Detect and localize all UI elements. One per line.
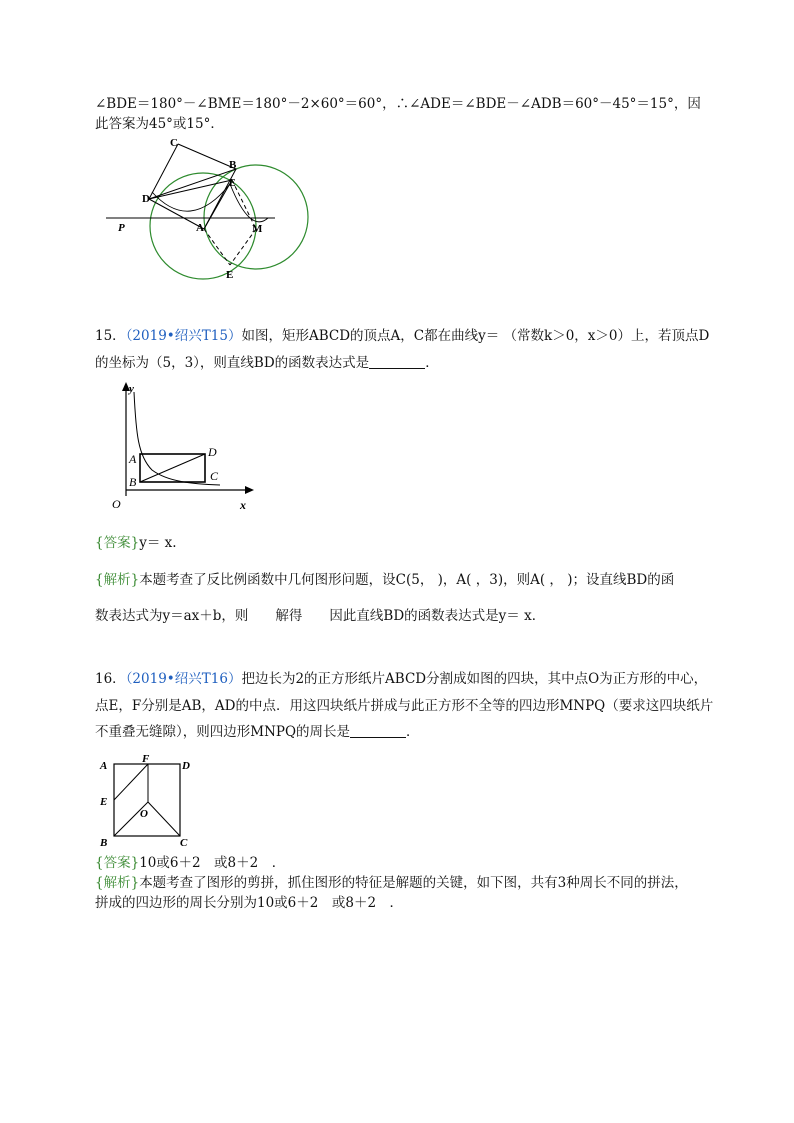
- q15-number: 15．: [95, 328, 126, 344]
- label-b: B: [229, 159, 237, 171]
- q15-line-2: [95, 353, 715, 373]
- label-p: P: [118, 222, 125, 234]
- q16-text-3-end: ．: [406, 724, 420, 740]
- dashed-ae2: [204, 229, 230, 265]
- segment-oc: [148, 802, 180, 836]
- label-o: O: [140, 808, 148, 820]
- q16-line-3: [95, 722, 715, 742]
- label-d: D: [182, 760, 190, 772]
- q15-answer-blank: [369, 354, 425, 369]
- q16-text-1: 把边长为2的正方形纸片ABCD分割成如图的四块，其中点O为正方形的中心，: [241, 671, 708, 687]
- q16-text-3: 不重叠无缝隙），则四边形MNPQ的周长是: [95, 724, 351, 740]
- q16-analysis-1: 本题考查了图形的剪拼，抓住图形的特征是解题的关键，如下图，共有3种周长不同的拼法，: [139, 875, 688, 891]
- label-y: y: [129, 383, 134, 395]
- label-b: B: [129, 475, 137, 489]
- label-m: M: [252, 223, 263, 235]
- label-c: C: [170, 137, 178, 149]
- label-a: A: [129, 452, 137, 466]
- q15-analysis-1: 本题考查了反比例函数中几何图形问题，设C(5， )，A( ，3)，则A( ， )；设直线BD的函: [139, 572, 675, 588]
- q15-answer: y＝ x.: [139, 535, 177, 551]
- circle-right: [204, 165, 308, 269]
- q16-analysis-tag: {解析}: [95, 875, 140, 891]
- intro-line-1: ∠BDE＝180°－∠BME＝180°－2×60°＝60°，∴∠ADE＝∠BDE－∠ADB＝60°－45°＝15°，因: [95, 96, 701, 112]
- q15-answer-line: [95, 533, 715, 553]
- label-d: D: [208, 445, 217, 459]
- label-c: C: [180, 837, 188, 849]
- q15-text-2: 的坐标为（5，3），则直线BD的函数表达式是: [95, 355, 370, 371]
- q15-answer-tag: {答案}: [95, 535, 140, 551]
- q16-number: 16．: [95, 671, 126, 687]
- label-o: O: [112, 497, 121, 511]
- q16-analysis-line-1: [95, 873, 715, 893]
- label-e: E: [100, 796, 108, 808]
- q15-analysis-line-1: [95, 570, 715, 590]
- q15-text-2-end: ．: [425, 355, 439, 371]
- label-d: D: [142, 193, 150, 205]
- q16-line-2: 点E，F分别是AB，AD的中点．用这四块纸片拼成与此正方形不全等的四边形MNPQ（要求这四块纸片: [95, 698, 714, 714]
- q16-answer: 10或6＋2 或8＋2 ．: [139, 855, 286, 871]
- q16-answer-line: [95, 853, 715, 873]
- triangle-cdb: [149, 144, 236, 199]
- label-b: B: [100, 837, 108, 849]
- intro-line-2: 此答案为45°或15°．: [95, 116, 224, 132]
- label-a: A: [196, 222, 204, 234]
- segment-de: [149, 180, 232, 199]
- q15-source: （2019•绍兴T15）: [125, 328, 242, 344]
- hyperbola-curve: [134, 392, 220, 485]
- q16-analysis-line-2: 拼成的四边形的周长分别为10或6＋2 或8＋2 ．: [95, 895, 404, 911]
- q15-analysis-tag: {解析}: [95, 572, 140, 588]
- label-e-top: E: [229, 178, 236, 189]
- label-c: C: [210, 469, 219, 483]
- q16-answer-tag: {答案}: [95, 855, 140, 871]
- label-a: A: [100, 760, 108, 772]
- x-axis-arrow: [245, 486, 254, 494]
- figure-rectangle-hyperbola: [108, 378, 258, 513]
- segment-eo: [114, 764, 148, 800]
- q15-text-1: 如图，矩形ABCD的顶点A，C都在曲线y＝ （常数k＞0，x＞0）上，若顶点D: [241, 328, 710, 344]
- label-x: x: [240, 498, 246, 512]
- q15-line-1: [95, 326, 715, 346]
- q16-answer-blank: [350, 723, 406, 738]
- figure-square-pieces: [96, 754, 200, 852]
- figure-circles: [100, 134, 320, 284]
- q16-line-1: [95, 669, 715, 689]
- q16-source: （2019•绍兴T16）: [125, 671, 242, 687]
- q15-analysis-line-2: 数表达式为y＝ax＋b，则 解得 因此直线BD的函数表达式是y＝ x．: [95, 608, 546, 624]
- label-e-bottom: E: [226, 269, 234, 281]
- label-f: F: [142, 754, 150, 765]
